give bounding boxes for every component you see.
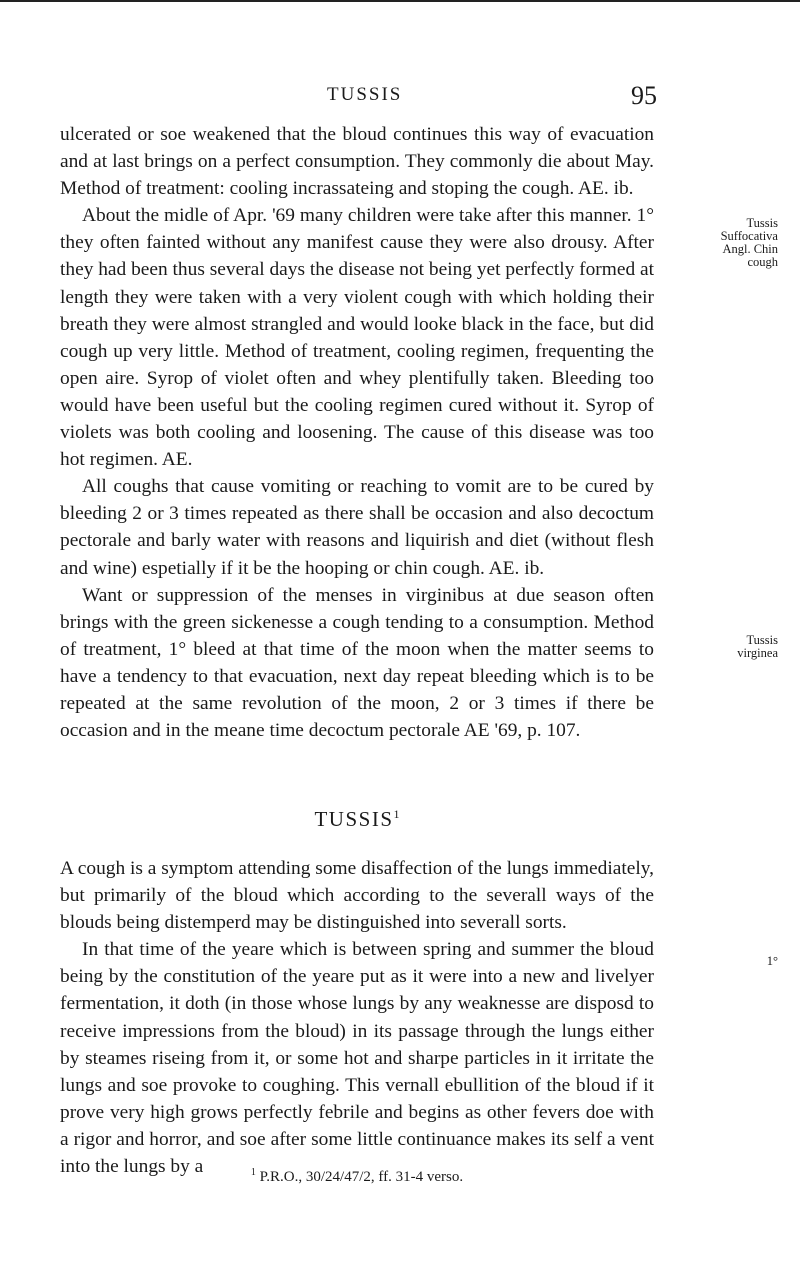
paragraph: All coughs that cause vomiting or reaching to vomit are to be cured by bleeding 2 or 3 times repeated as there shall be occasion and also decoctum pectorale and barly water with reasons and liquirish and diet (without flesh and wine) espetially if it be the hooping or chin cough. AE. ib. xyxy=(60,476,654,579)
margin-note-line: 1° xyxy=(766,954,778,968)
margin-note-line: Suffocativa xyxy=(720,229,778,243)
page-number: 95 xyxy=(631,81,657,110)
body-text-block-1 xyxy=(60,121,654,744)
margin-note-primo xyxy=(767,955,778,968)
paragraph: Want or suppression of the menses in virginibus at due season often brings with the green sickenesse a cough tending to a consumption. Method of treatment, 1° bleed at that time of the moon when the matter seems to have a tendency to that evacuation, next day repeat bleeding which is to be repeated at the same revolution of the moon, 2 or 3 times if there be occasion and in the meane time decoctum pectorale AE '69, p. 107. xyxy=(60,584,654,742)
paragraph: In that time of the yeare which is between spring and summer the bloud being by the constitution of the yeare put as it were into a new and livelyer fermentation, it doth (in those whose lungs by any weaknesse are disposd to receive impressions from the bloud) in its passage through the lungs either by steames riseing from it, or some hot and sharpe particles in it irritate the lungs and soe provoke to coughing. This vernall ebullition of the bloud if it prove very high grows perfectly febrile and begins as other fevers doe with a rigor and horror, and soe after some little continuance makes its self a vent into the lungs by a xyxy=(60,939,654,1178)
paragraph: ulcerated or soe weakened that the bloud continues this way of evacuation and at last brings on a perfect consumption. They commonly die about May. Method of treatment: cooling incrassateing and stoping the cough. AE. ib. xyxy=(60,124,654,200)
section-heading-text: TUSSIS xyxy=(314,807,394,831)
footnote xyxy=(60,1167,654,1186)
section-heading-block xyxy=(60,807,654,832)
top-rule xyxy=(0,0,800,2)
paragraph: A cough is a symptom attending some disaffection of the lungs immediately, but primarily of the bloud which according to the severall ways of the blouds being distemperd may be distinguished into severall sorts. xyxy=(60,858,655,934)
page-header xyxy=(0,81,800,118)
margin-note-line: Tussis xyxy=(746,216,778,230)
paragraph: About the midle of Apr. '69 many children were take after this manner. 1° they often fainted without any manifest cause they were also drousy. After they had been thus several days the disease not being yet perfectly formed at length they were taken with a very violent cough with which holding their breath they were almost strangled and would looke black in the face, but did cough up very little. Method of treatment, cooling regimen, frequenting the open aire. Syrop of violet often and whey plentifully taken. Bleeding too would have been useful but the cooling regimen cured without it. Syrop of violets was both cooling and loosening. The cause of this disease was too hot regimen. AE. xyxy=(60,205,654,471)
margin-note-line: Angl. Chin xyxy=(722,242,778,256)
running-head: TUSSIS xyxy=(327,84,403,105)
margin-note-line: cough xyxy=(747,255,778,269)
body-text-block-2 xyxy=(60,855,654,1180)
margin-note-tussis-virginea xyxy=(737,634,778,660)
margin-note-line: virginea xyxy=(737,646,778,660)
footnote-text: P.R.O., 30/24/47/2, ff. 31-4 verso. xyxy=(259,1169,464,1185)
footnote-marker: 1 xyxy=(393,807,400,821)
footnote-number: 1 xyxy=(250,1167,256,1178)
section-heading xyxy=(60,807,654,832)
margin-note-tussis-suffocativa xyxy=(721,217,778,269)
margin-note-line: Tussis xyxy=(746,633,778,647)
